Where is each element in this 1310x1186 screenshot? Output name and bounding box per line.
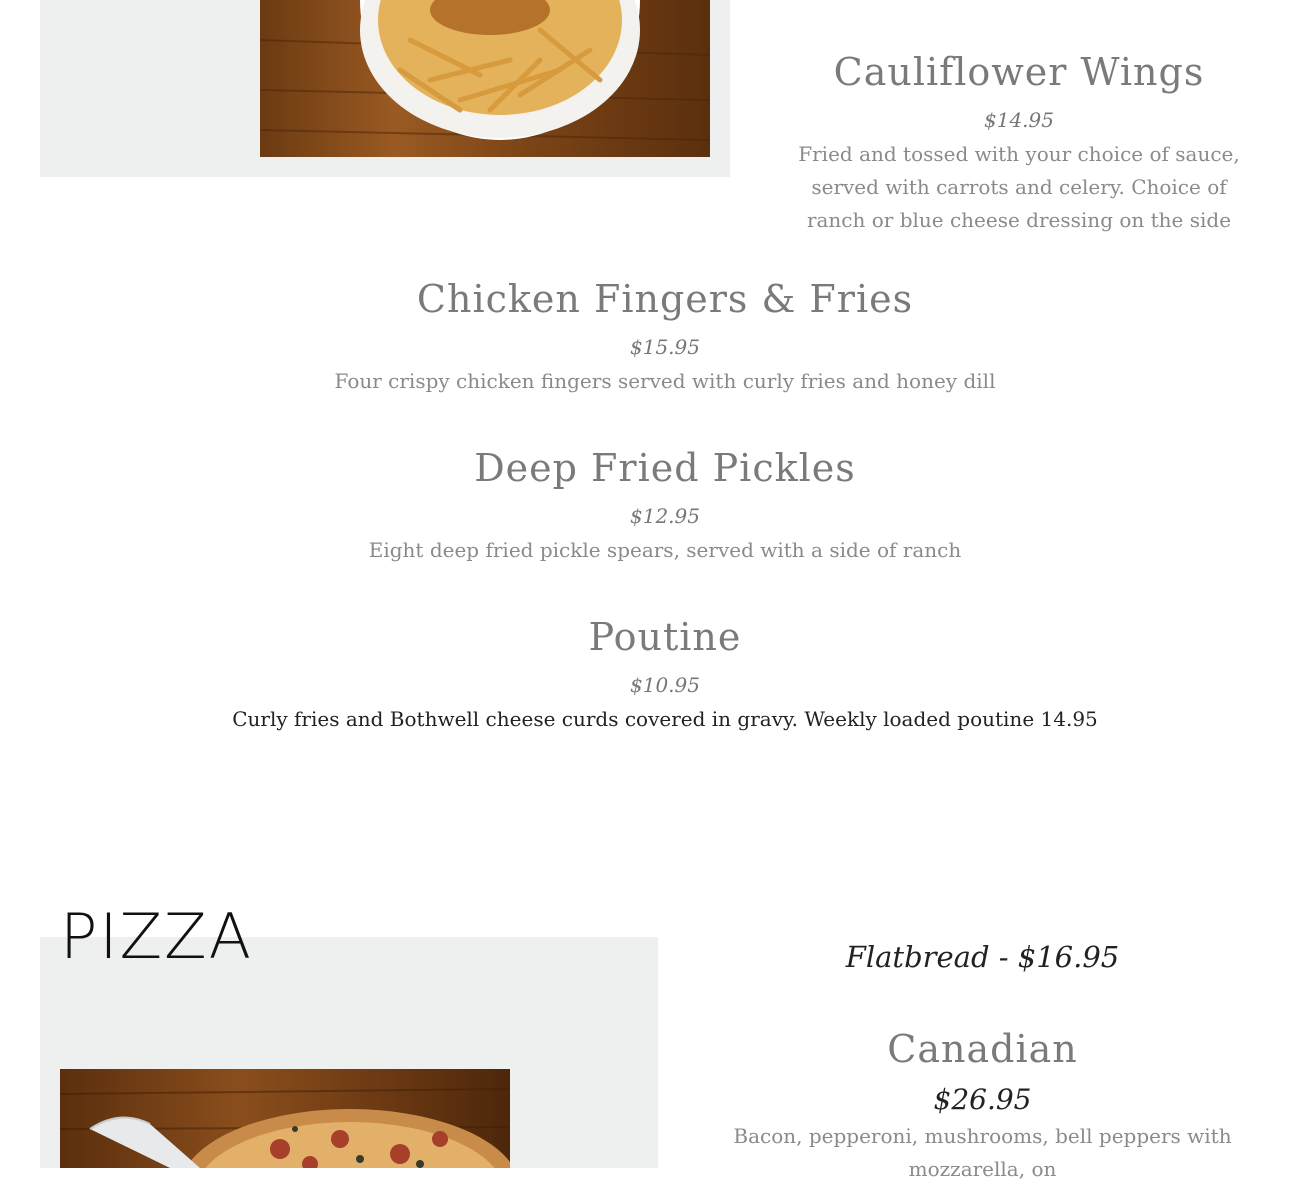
item-description: Eight deep fried pickle spears, served with a side of ranch xyxy=(368,538,962,562)
section-title-pizza: PIZZA xyxy=(60,900,254,973)
menu-item-chicken-fingers xyxy=(255,277,1075,398)
menu-item-canadian xyxy=(690,1027,1275,1186)
menu-item-cauliflower-wings xyxy=(780,50,1258,237)
item-name: Deep Fried Pickles xyxy=(474,446,856,490)
menu-item-poutine xyxy=(215,615,1115,736)
item-price: $12.95 xyxy=(630,504,700,528)
chicken-fingers-photo xyxy=(260,0,710,157)
item-description: Four crispy chicken fingers served with curly fries and honey dill xyxy=(334,369,996,393)
item-price: $14.95 xyxy=(984,108,1054,132)
flatbread-price: Flatbread - $16.95 xyxy=(845,940,1120,974)
item-price: $10.95 xyxy=(630,673,700,697)
item-description: Bacon, pepperoni, mushrooms, bell peppers with mozzarella, on xyxy=(733,1124,1232,1181)
item-name: Poutine xyxy=(588,615,742,659)
item-price: $15.95 xyxy=(630,335,700,359)
item-description: Curly fries and Bothwell cheese curds covered in gravy. Weekly loaded poutine 14.95 xyxy=(232,707,1098,731)
pizza-photo xyxy=(60,1069,510,1168)
item-name: Cauliflower Wings xyxy=(833,50,1205,94)
item-description: Fried and tossed with your choice of sauce, served with carrots and celery. Choice of ranch or blue cheese dressing on the side xyxy=(798,142,1240,232)
item-price: $26.95 xyxy=(933,1083,1032,1116)
menu-item-deep-fried-pickles xyxy=(255,446,1075,567)
item-name: Canadian xyxy=(887,1027,1078,1071)
item-name: Chicken Fingers & Fries xyxy=(416,277,914,321)
